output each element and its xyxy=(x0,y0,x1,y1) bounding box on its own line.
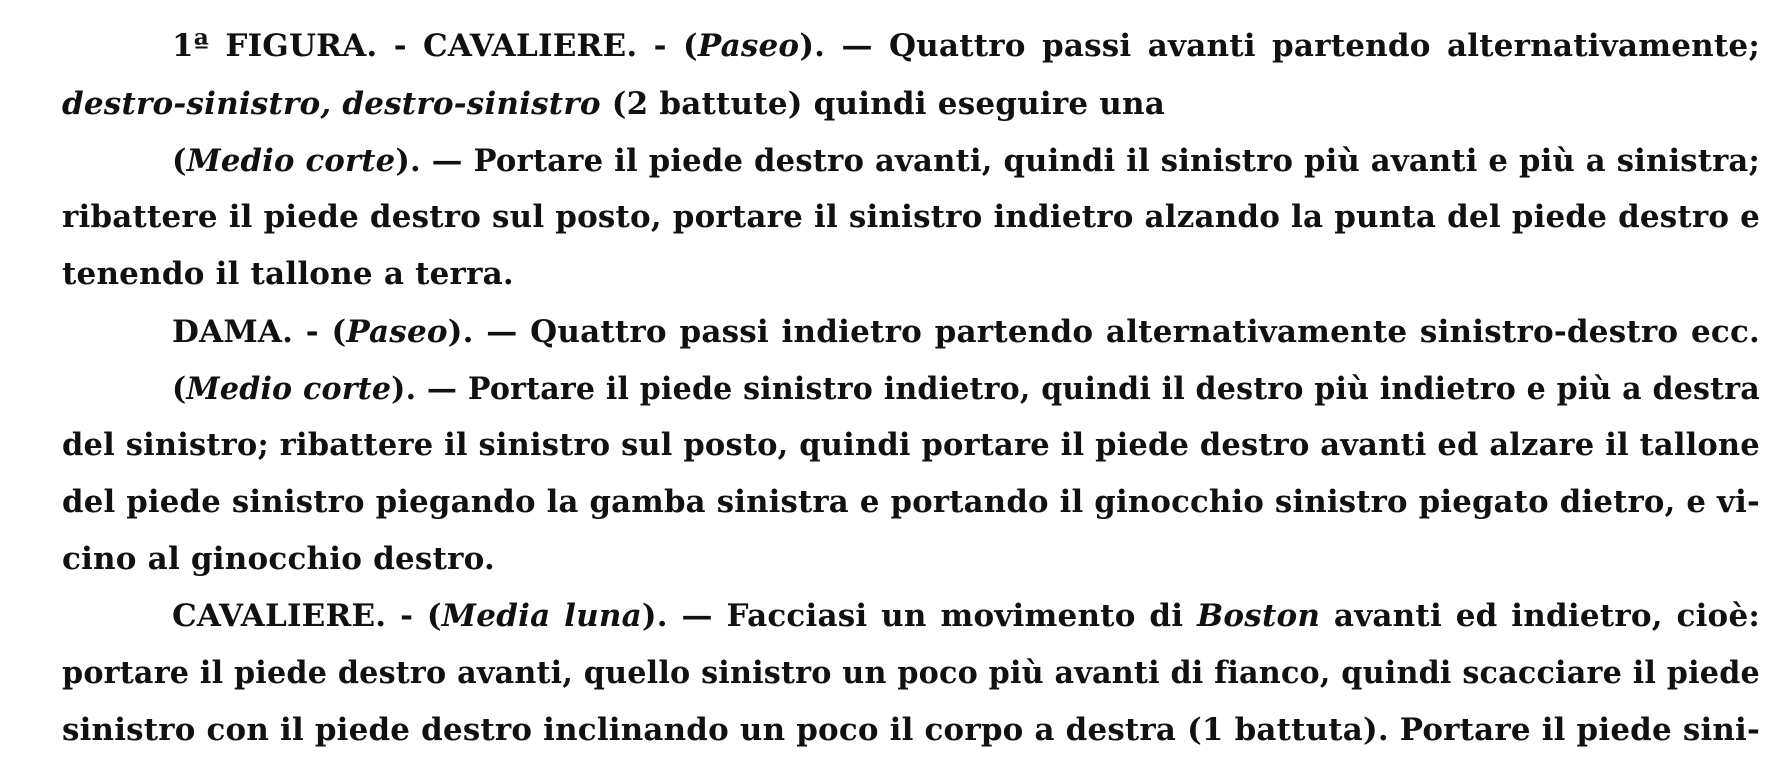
text-run: ( xyxy=(172,143,187,179)
text-line xyxy=(172,598,1760,634)
text-run: ribattere il piede destro sul posto, portare il sinistro indietro alzando la punta del piede destro e xyxy=(62,199,1761,235)
text-line xyxy=(62,541,495,577)
italic-run: Boston xyxy=(1197,598,1321,634)
text-run: DAMA. - ( xyxy=(172,314,347,350)
text-run: ( xyxy=(172,371,187,407)
text-run: del sinistro; ribattere il sinistro sul posto, quindi portare il piede destro avanti ed alzare il tallone xyxy=(62,427,1760,463)
text-line xyxy=(62,712,1760,748)
text-run: ). — Portare il piede destro avanti, quindi il sinistro più avanti e più a sinistra; xyxy=(395,143,1761,179)
text-run: ). — Portare il piede sinistro indietro, quindi il destro più indietro e più a destra xyxy=(391,371,1760,407)
italic-run: Medio corte xyxy=(186,371,392,407)
text-run: tenendo il tallone a terra. xyxy=(62,256,514,292)
text-line xyxy=(62,655,1760,691)
text-run: CAVALIERE. - ( xyxy=(172,598,442,634)
italic-run: Paseo xyxy=(346,314,448,350)
italic-run: Media luna xyxy=(441,598,642,634)
text-line xyxy=(172,143,1760,179)
text-run: del piede sinistro piegando la gamba sinistra e portando il ginocchio sinistro piegato dietro, e vi- xyxy=(62,484,1760,520)
italic-run: Medio corte xyxy=(186,143,396,179)
text-run: ). — Facciasi un movimento di xyxy=(641,598,1198,634)
text-line xyxy=(62,256,514,292)
text-line xyxy=(62,199,1760,235)
text-line xyxy=(172,314,1760,350)
text-line xyxy=(62,86,1165,122)
text-line xyxy=(172,371,1760,407)
text-run: sinistro con il piede destro inclinando un poco il corpo a destra (1 battuta). Portare il piede sini- xyxy=(62,712,1761,748)
text-line xyxy=(172,28,1760,64)
italic-run: destro-sinistro, destro-sinistro xyxy=(62,86,601,122)
text-run: 1ª FIGURA. - CAVALIERE. - ( xyxy=(172,28,698,64)
text-run: cino al ginocchio destro. xyxy=(62,541,495,577)
text-run: avanti ed indietro, cioè: xyxy=(1320,598,1761,634)
text-line xyxy=(62,427,1760,463)
italic-run: Paseo xyxy=(697,28,800,64)
text-run: ). — Quattro passi avanti partendo alternativamente; xyxy=(799,28,1760,64)
text-run: (2 battute) quindi eseguire una xyxy=(600,86,1166,122)
text-run: ). — Quattro passi indietro partendo alternativamente sinistro-destro ecc. xyxy=(447,314,1761,350)
text-line xyxy=(62,484,1760,520)
text-run: portare il piede destro avanti, quello sinistro un poco più avanti di fianco, quindi scacciare il piede xyxy=(62,655,1760,691)
